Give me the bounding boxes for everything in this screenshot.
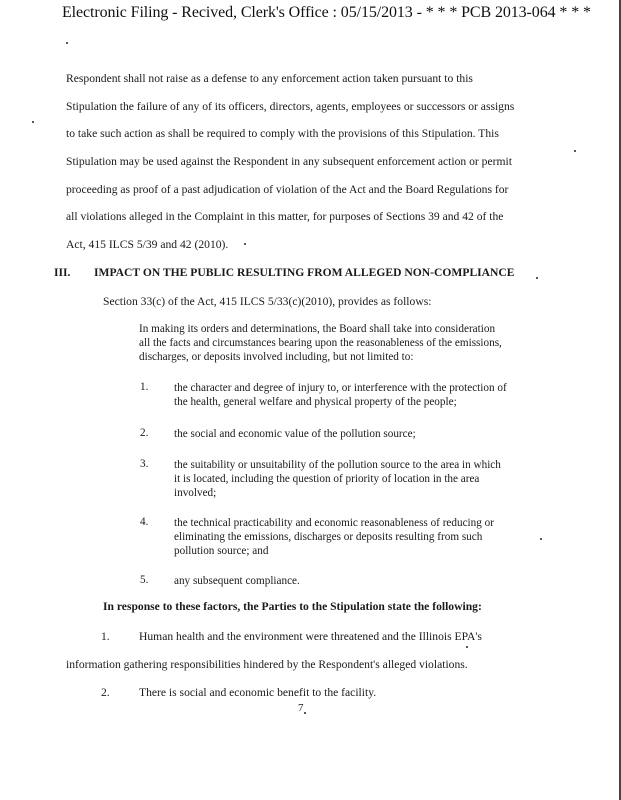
response-text: Human health and the environment were threatened and the Illinois EPA's <box>139 630 482 643</box>
response-continuation: information gathering responsibilities hindered by the Respondent's alleged violations. <box>66 658 468 671</box>
response-text: There is social and economic benefit to the facility. <box>139 686 377 699</box>
quote-line: all the facts and circumstances bearing upon the reasonableness of the emissions, <box>139 337 502 349</box>
filing-header: Electronic Filing - Recived, Clerk's Office : 05/15/2013 - * * * PCB 2013-064 * * * <box>62 4 591 21</box>
paragraph-line: Stipulation may be used against the Respondent in any subsequent enforcement action or permit <box>66 155 512 168</box>
section-intro: Section 33(c) of the Act, 415 ILCS 5/33(c)(2010), provides as follows: <box>103 295 432 308</box>
quote-line: discharges, or deposits involved including, but not limited to: <box>139 351 414 363</box>
response-number: 1. <box>101 630 110 643</box>
page-number: 7 <box>298 702 304 714</box>
section-number: III. <box>54 266 71 279</box>
paragraph-line: to take such action as shall be required to comply with the provisions of this Stipulation. This <box>66 127 499 140</box>
factor-number: 3. <box>140 458 149 470</box>
scan-speck <box>66 42 68 44</box>
scan-speck <box>466 646 468 648</box>
factor-line: pollution source; and <box>174 545 269 557</box>
paragraph-line: Stipulation the failure of any of its officers, directors, agents, employees or successors or assigns <box>66 100 515 113</box>
paragraph-line: all violations alleged in the Complaint in this matter, for purposes of Sections 39 and 42 of the <box>66 210 504 223</box>
factor-number: 2. <box>140 427 149 439</box>
scan-speck <box>32 121 34 123</box>
paragraph-line: proceeding as proof of a past adjudication of violation of the Act and the Board Regulations for <box>66 183 509 196</box>
factor-line: the health, general welfare and physical property of the people; <box>174 396 457 408</box>
section-heading <box>54 266 515 279</box>
scan-speck <box>244 243 246 245</box>
quote-line: In making its orders and determinations, the Board shall take into consideration <box>139 323 496 335</box>
factor-number: 5. <box>140 574 149 586</box>
factor-line: any subsequent compliance. <box>174 575 300 587</box>
factor-line: eliminating the emissions, discharges or deposits resulting from such <box>174 531 483 543</box>
factor-number: 4. <box>140 516 149 528</box>
factor-number: 1. <box>140 381 149 393</box>
scan-speck <box>304 712 306 714</box>
paragraph-line: Respondent shall not raise as a defense to any enforcement action taken pursuant to this <box>66 72 473 85</box>
section-title: IMPACT ON THE PUBLIC RESULTING FROM ALLEGED NON-COMPLIANCE <box>94 266 515 279</box>
factor-line: the character and degree of injury to, or interference with the protection of <box>174 382 507 394</box>
scan-speck <box>536 277 538 279</box>
factor-line: the technical practicability and economic reasonableness of reducing or <box>174 517 494 529</box>
factor-line: it is located, including the question of priority of location in the area <box>174 473 480 485</box>
factor-line: the social and economic value of the pollution source; <box>174 428 416 440</box>
response-heading: In response to these factors, the Parties to the Stipulation state the following: <box>103 600 482 613</box>
scan-speck <box>574 150 576 152</box>
factor-line: the suitability or unsuitability of the pollution source to the area in which <box>174 459 501 471</box>
scan-speck <box>540 538 542 540</box>
response-number: 2. <box>101 686 110 699</box>
factor-line: involved; <box>174 487 217 499</box>
paragraph-line: Act, 415 ILCS 5/39 and 42 (2010). <box>66 238 229 251</box>
